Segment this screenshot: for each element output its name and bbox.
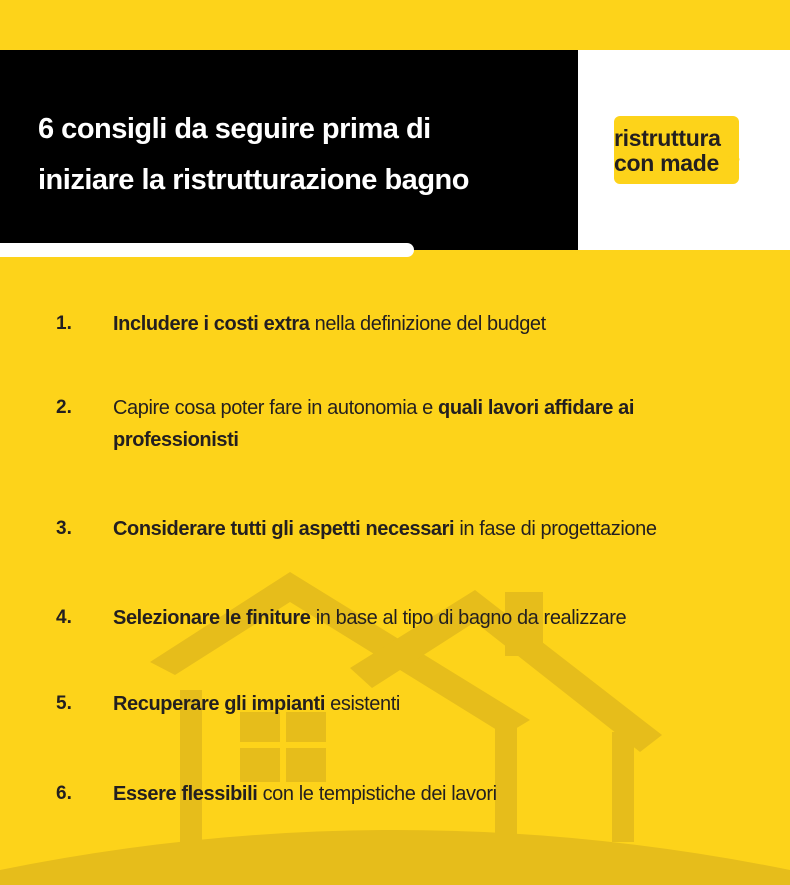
list-item-bold-text: Selezionare le finiture	[113, 607, 311, 629]
header-divider	[0, 243, 414, 257]
list-item-text	[113, 688, 753, 720]
page-title	[38, 104, 568, 206]
list-item-regular-text: nella definizione del budget	[309, 313, 546, 335]
title-line-1: 6 consigli da seguire prima di	[38, 113, 431, 145]
list-item-number: 4.	[56, 607, 72, 628]
list-item-text	[113, 513, 753, 545]
logo-line-2	[614, 150, 739, 176]
list-item-regular-text: con le tempistiche dei lavori	[257, 783, 497, 805]
list-item-bold-text: Considerare tutti gli aspetti necessari	[113, 518, 455, 540]
list-item-text	[113, 308, 753, 340]
list-item-regular-text: Capire cosa poter fare in autonomia e	[113, 397, 438, 419]
list-item-number: 3.	[56, 518, 72, 539]
list-item-number: 5.	[56, 693, 72, 714]
list-item-text	[113, 778, 753, 810]
list-item-bold-text: quali lavori affidare ai professionisti	[113, 397, 635, 451]
list-item-regular-text: esistenti	[324, 693, 400, 715]
list-item-regular-text: in fase di progettazione	[454, 518, 657, 540]
list-item-number: 1.	[56, 313, 72, 334]
list-item-bold-text: Essere flessibili	[113, 783, 258, 805]
list-item-bold-text: Recuperare gli impianti	[113, 693, 325, 715]
logo-line-2-suffix: .it	[718, 150, 739, 176]
list-item-text	[113, 392, 753, 456]
list-item-text	[113, 602, 753, 634]
list-item-number: 2.	[56, 397, 72, 418]
list-item-regular-text: in base al tipo di bagno da realizzare	[310, 607, 627, 629]
list-item-number: 6.	[56, 783, 72, 804]
logo-line-2-main: con made	[614, 150, 719, 176]
logo-line-1: ristruttura	[614, 125, 721, 151]
list-item-bold-text: Includere i costi extra	[113, 313, 310, 335]
title-line-2: iniziare la ristrutturazione bagno	[38, 164, 469, 196]
